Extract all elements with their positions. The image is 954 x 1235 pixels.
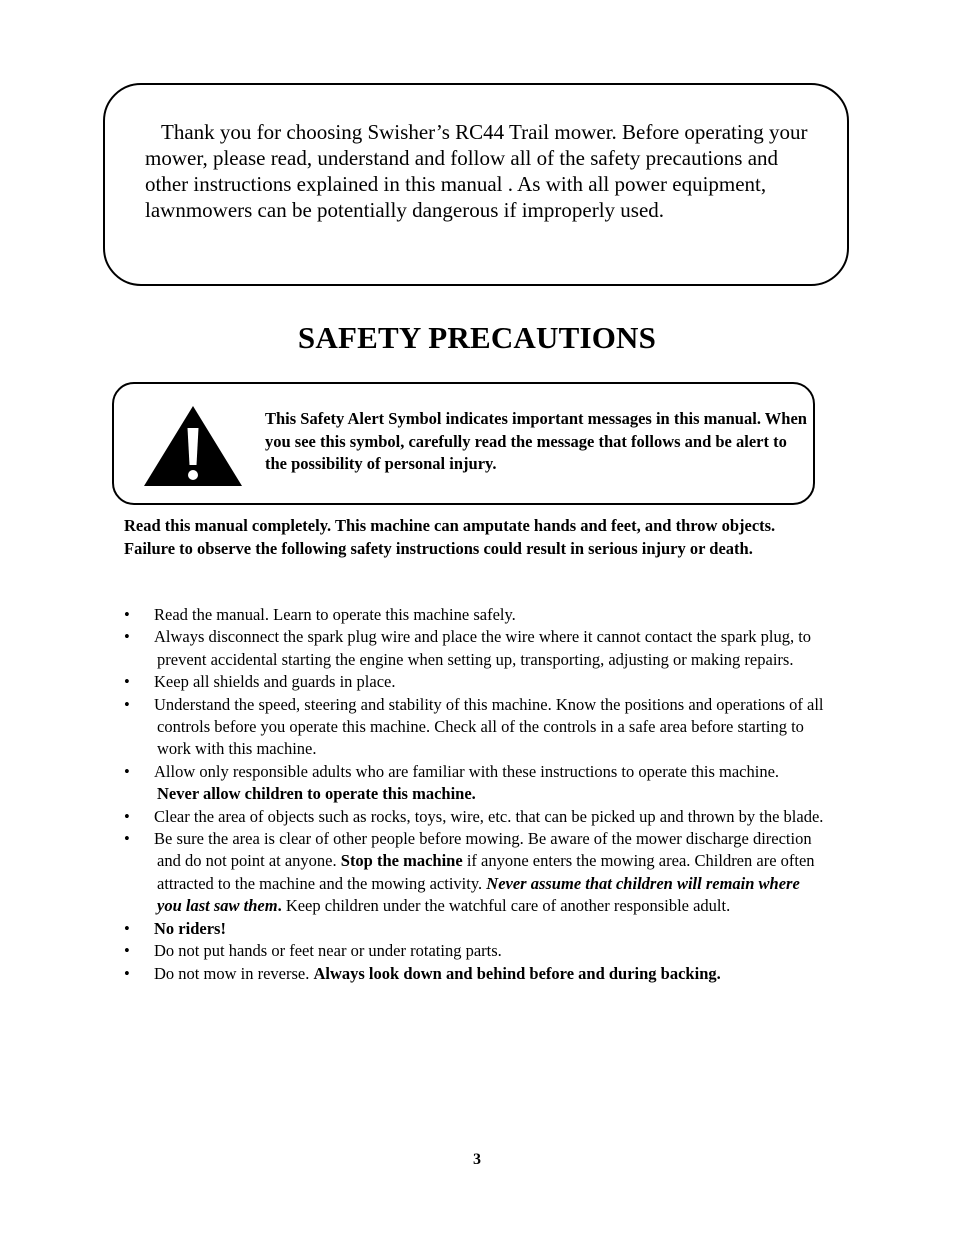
safety-alert-text: This Safety Alert Symbol indicates important messages in this manual. When you see this symbol, carefully read the message that follows and be alert to the possibility of personal injury.	[265, 409, 807, 473]
list-item-emphasis: No riders!	[154, 918, 226, 938]
bullet: •	[124, 694, 130, 714]
list-item	[124, 963, 824, 985]
list-item	[124, 626, 824, 671]
list-item-text: Do not mow in reverse.	[154, 963, 310, 983]
list-item-emphasis: Never assume that children will remain where you last saw them	[157, 873, 800, 916]
bullet: •	[124, 829, 130, 849]
bullet: •	[124, 941, 130, 961]
bullet: •	[124, 806, 130, 826]
list-item-text: Keep all shields and guards in place.	[154, 672, 396, 692]
list-item-emphasis: .	[277, 896, 282, 916]
bullet: •	[124, 761, 130, 781]
list-item-emphasis: Stop the machine	[340, 851, 463, 871]
safety-rules-list	[124, 604, 824, 985]
bullet: •	[124, 605, 130, 624]
list-item-text: if anyone enters the mowing area. Children are often attracted to the machine and the mowing activity.	[157, 851, 815, 893]
list-item	[124, 694, 824, 761]
intro-text: Thank you for choosing Swisher’s RC44 Trail mower. Before operating your mower, please read, understand and follow all of the safety precautions and other instructions explained in this manual . As with all power equipment, lawnmowers can be potentially dangerous if improperly used.	[145, 120, 808, 222]
list-item	[124, 940, 824, 962]
safety-alert-box	[112, 382, 815, 505]
list-item	[124, 604, 824, 626]
list-item-text: Understand the speed, steering and stability of this machine. Know the positions and operations of all controls before you operate this machine. Check all of the controls in a safe area before starting to work with this machine.	[154, 694, 824, 759]
bullet: •	[124, 963, 130, 983]
page-number: 3	[473, 1151, 481, 1168]
bullet: •	[124, 672, 130, 692]
list-item-text: Be sure the area is clear of other people before mowing. Be aware of the mower discharge direction and do not point at anyone.	[154, 829, 812, 871]
list-item-text: Always disconnect the spark plug wire and place the wire where it cannot contact the spark plug, to prevent accidental starting the engine when setting up, transporting, adjusting or making repairs.	[154, 627, 812, 669]
list-item-emphasis: Never allow children to operate this machine.	[157, 784, 476, 804]
bullet: •	[124, 627, 130, 647]
list-item	[124, 918, 824, 940]
intro-box	[103, 83, 849, 286]
warning-paragraph: Read this manual completely. This machine can amputate hands and feet, and throw objects. Failure to observe the following safety instructions could result in serious injury or death.	[124, 516, 776, 558]
list-item-text: Clear the area of objects such as rocks, toys, wire, etc. that can be picked up and thrown by the blade.	[154, 806, 824, 826]
list-item-text: Allow only responsible adults who are familiar with these instructions to operate this machine.	[154, 761, 780, 781]
list-item	[124, 806, 824, 828]
list-item	[124, 671, 824, 693]
warning-triangle-icon	[142, 404, 244, 488]
list-item-emphasis: Always look down and behind before and during backing.	[313, 963, 721, 983]
page-title: SAFETY PRECAUTIONS	[297, 320, 657, 355]
list-item-text: Read the manual. Learn to operate this machine safely.	[154, 605, 516, 624]
list-item-text: Keep children under the watchful care of another responsible adult.	[285, 896, 731, 916]
list-item-text: Do not put hands or feet near or under rotating parts.	[154, 941, 502, 961]
list-item	[124, 761, 824, 806]
list-item	[124, 828, 824, 918]
bullet: •	[124, 918, 130, 938]
